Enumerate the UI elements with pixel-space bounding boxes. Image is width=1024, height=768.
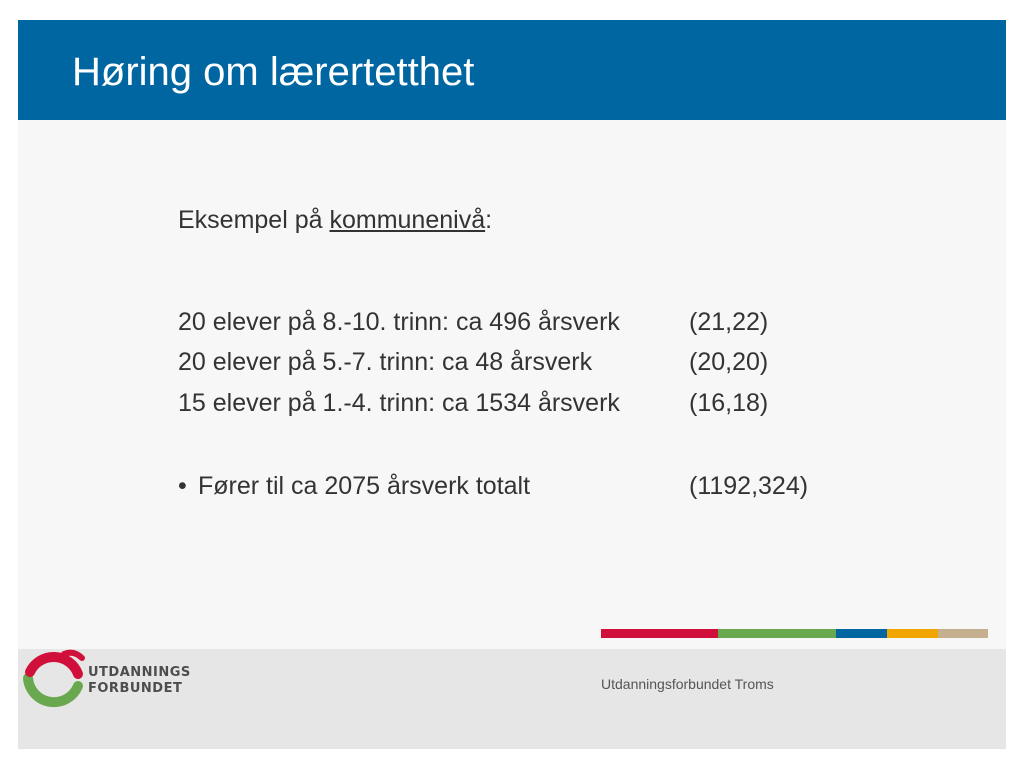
stripe-beige (938, 629, 988, 638)
bullet-mark: • (178, 472, 187, 500)
bullet-value: (1192,324) (689, 472, 809, 500)
data-row-3 (178, 383, 769, 423)
row-text: 20 elever på 5.-7. trinn: ca 48 årsverk (178, 348, 593, 376)
bullet-text: Fører til ca 2075 årsverk totalt (198, 472, 531, 500)
logo-text (88, 665, 191, 697)
color-stripes (601, 629, 988, 638)
intro-prefix: Eksempel på (178, 206, 330, 234)
intro-underlined-word: kommunenivå (329, 206, 486, 234)
intro-suffix: : (485, 206, 493, 234)
title-bar (18, 20, 1006, 120)
slide-title: Høring om lærertetthet (72, 50, 475, 94)
logo-ring-icon (20, 644, 86, 714)
utdanningsforbundet-logo (20, 644, 190, 714)
data-row-1 (178, 302, 769, 342)
row-text: 20 elever på 8.-10. trinn: ca 496 årsverk (178, 308, 620, 336)
stripe-blue (836, 629, 887, 638)
row-value: (20,20) (689, 348, 769, 376)
intro-line (178, 200, 492, 240)
logo-line-2: FORBUNDET (88, 681, 183, 696)
slide (18, 20, 1006, 749)
stripe-green (718, 629, 836, 638)
footer-org-name: Utdanningsforbundet Troms (601, 676, 774, 692)
logo-line-1: UTDANNINGS (88, 665, 191, 680)
stripe-red (601, 629, 718, 638)
stripe-yellow (887, 629, 938, 638)
row-value: (16,18) (689, 389, 769, 417)
row-text: 15 elever på 1.-4. trinn: ca 1534 årsverk (178, 389, 620, 417)
row-value: (21,22) (689, 308, 769, 336)
bullet-row (178, 466, 809, 506)
data-row-2 (178, 342, 769, 382)
